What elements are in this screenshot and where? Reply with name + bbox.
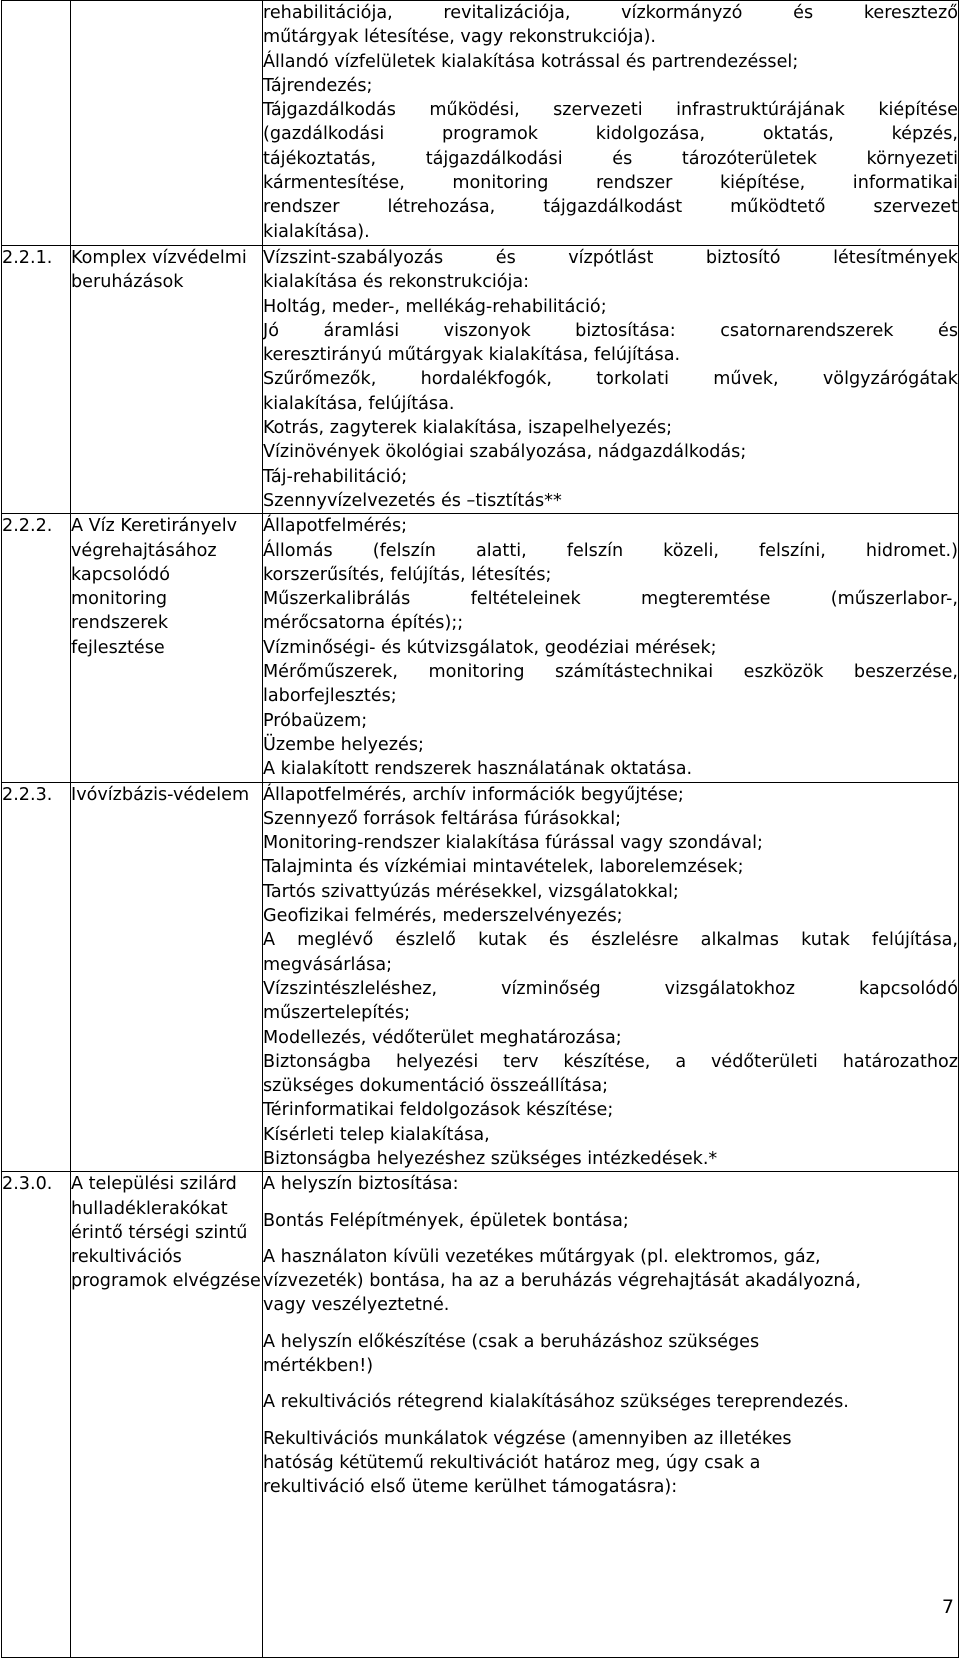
item-number: 2.3.0.	[2, 1172, 71, 1658]
description-line: A rekultivációs rétegrend kialakításához szükséges tereprendezés.	[263, 1392, 849, 1413]
description-line: korszerűsítés, felújítás, létesítés;	[263, 564, 552, 585]
table-row	[2, 514, 959, 782]
description-line: Szennyező források feltárása fúrásokkal;	[263, 808, 622, 829]
item-description	[263, 1, 959, 246]
description-line: Mérőműszerek, monitoring számítástechnikai eszközök beszerzése,	[263, 662, 958, 683]
description-line: Talajminta és vízkémiai mintavételek, laborelemzések;	[263, 857, 744, 878]
description-line: kialakítása és rekonstrukciója:	[263, 272, 530, 293]
description-line: Állomás (felszín alatti, felszín közeli, felszíni, hidromet.)	[263, 540, 958, 561]
item-description	[263, 782, 959, 1172]
table-row	[2, 1172, 959, 1658]
description-line: Tájgazdálkodás működési, szervezeti infrastruktúrájának kiépítése	[263, 100, 958, 121]
description-line: laborfejlesztés;	[263, 686, 397, 707]
description-line: Jó áramlási viszonyok biztosítása: csatornarendszerek és	[263, 320, 958, 341]
item-description	[263, 514, 959, 782]
description-line: Tartós szivattyúzás mérésekkel, vizsgálatokkal;	[263, 881, 679, 902]
item-description	[263, 246, 959, 514]
item-number: 2.2.3.	[2, 782, 71, 1172]
description-line: Vízszintészleléshez, vízminőség vizsgálatokhoz kapcsolódó	[263, 978, 958, 999]
description-line: műszertelepítés;	[263, 1003, 411, 1024]
description-line: Üzembe helyezés;	[263, 734, 424, 755]
item-number	[2, 1, 71, 246]
item-number: 2.2.2.	[2, 514, 71, 782]
description-line: rehabilitációja, revitalizációja, vízkormányzó és keresztező	[263, 3, 958, 23]
description-line: mértékben!)	[263, 1356, 374, 1377]
description-line: Holtág, meder-, mellékág-rehabilitáció;	[263, 296, 607, 317]
description-line: vagy veszélyeztetné.	[263, 1295, 450, 1316]
description-line: Szűrőmezők, hordalékfogók, torkolati művek, völgyzárógátak	[263, 369, 958, 390]
table-row	[2, 246, 959, 514]
description-line: tájékoztatás, tájgazdálkodási és tározóterületek környezeti	[263, 148, 958, 169]
description-line: Állapotfelmérés;	[263, 516, 408, 537]
description-line: Vízszint-szabályozás és vízpótlást biztosító létesítmények	[263, 248, 958, 268]
program-table	[1, 0, 959, 1658]
table-row	[2, 782, 959, 1172]
table-row	[2, 1, 959, 246]
description-line: Vízinövények ökológiai szabályozása, nádgazdálkodás;	[263, 442, 747, 463]
item-title: A Víz Keretirányelv végrehajtásához kapcsolódó monitoring rendszerek fejlesztése	[71, 514, 263, 782]
description-line: Térinformatikai feldolgozások készítése;	[263, 1100, 614, 1121]
description-line: Vízminőségi- és kútvizsgálatok, geodéziai mérések;	[263, 637, 717, 658]
description-line: Táj-rehabilitáció;	[263, 466, 408, 487]
description-line: Műszerkalibrálás feltételeinek megteremtése (műszerlabor-,	[263, 589, 958, 610]
description-line: A használaton kívüli vezetékes műtárgyak (pl. elektromos, gáz,	[263, 1246, 821, 1267]
description-line: Állandó vízfelületek kialakítása kotrással és partrendezéssel;	[263, 51, 799, 72]
description-line: kialakítása, felújítása.	[263, 393, 455, 414]
item-description	[263, 1172, 959, 1658]
description-line: Kotrás, zagyterek kialakítása, iszapelhelyezés;	[263, 418, 673, 439]
item-title: Komplex vízvédelmi beruházások	[71, 246, 263, 514]
description-line: Biztonságba helyezési terv készítése, a védőterületi határozathoz	[263, 1051, 958, 1072]
description-line: megvásárlása;	[263, 954, 393, 975]
page-number: 7	[941, 1596, 954, 1618]
description-line: Biztonságba helyezéshez szükséges intézkedések.*	[263, 1148, 718, 1169]
description-line: (gazdálkodási programok kidolgozása, oktatás, képzés,	[263, 124, 958, 145]
description-line: Tájrendezés;	[263, 75, 373, 96]
description-line: Kísérleti telep kialakítása,	[263, 1124, 490, 1145]
description-line: kialakítása).	[263, 221, 370, 242]
description-line: Modellezés, védőterület meghatározása;	[263, 1027, 622, 1048]
description-line: keresztirányú műtárgyak kialakítása, felújítása.	[263, 345, 681, 366]
description-line: Geofizikai felmérés, mederszelvényezés;	[263, 906, 623, 927]
description-line: rekultiváció első üteme kerülhet támogatásra):	[263, 1477, 678, 1498]
description-line: Bontás Felépítmények, épületek bontása;	[263, 1210, 629, 1231]
description-line: vízvezeték) bontása, ha az a beruházás végrehajtását akadályozná,	[263, 1271, 861, 1292]
description-line: hatóság kétütemű rekultivációt határoz meg, úgy csak a	[263, 1452, 761, 1473]
description-line: mérőcsatorna építés);;	[263, 613, 464, 634]
description-line: Állapotfelmérés, archív információk begyűjtése;	[263, 784, 684, 805]
description-line: Monitoring-rendszer kialakítása fúrással vagy szondával;	[263, 833, 763, 854]
item-title	[71, 1, 263, 246]
description-line: kármentesítése, monitoring rendszer kiépítése, informatikai	[263, 173, 958, 194]
item-title: A települési szilárd hulladéklerakókat érintő térségi szintű rekultivációs programok elvégzése	[71, 1172, 263, 1658]
item-title: Ivóvízbázis-védelem	[71, 782, 263, 1172]
description-line: Rekultivációs munkálatok végzése (amennyiben az illetékes	[263, 1428, 792, 1449]
description-line: szükséges dokumentáció összeállítása;	[263, 1076, 609, 1097]
description-line: A helyszín előkészítése (csak a beruházáshoz szükséges	[263, 1331, 760, 1352]
description-line: A kialakított rendszerek használatának oktatása.	[263, 759, 693, 780]
description-line: rendszer létrehozása, tájgazdálkodást működtető szervezet	[263, 197, 958, 218]
description-line: A meglévő észlelő kutak és észlelésre alkalmas kutak felújítása,	[263, 930, 958, 951]
description-line: Próbaüzem;	[263, 710, 368, 731]
description-line: Szennyvízelvezetés és –tisztítás**	[263, 490, 562, 511]
item-number: 2.2.1.	[2, 246, 71, 514]
description-line: A helyszín biztosítása:	[263, 1174, 459, 1195]
description-line: műtárgyak létesítése, vagy rekonstrukciója).	[263, 27, 657, 48]
